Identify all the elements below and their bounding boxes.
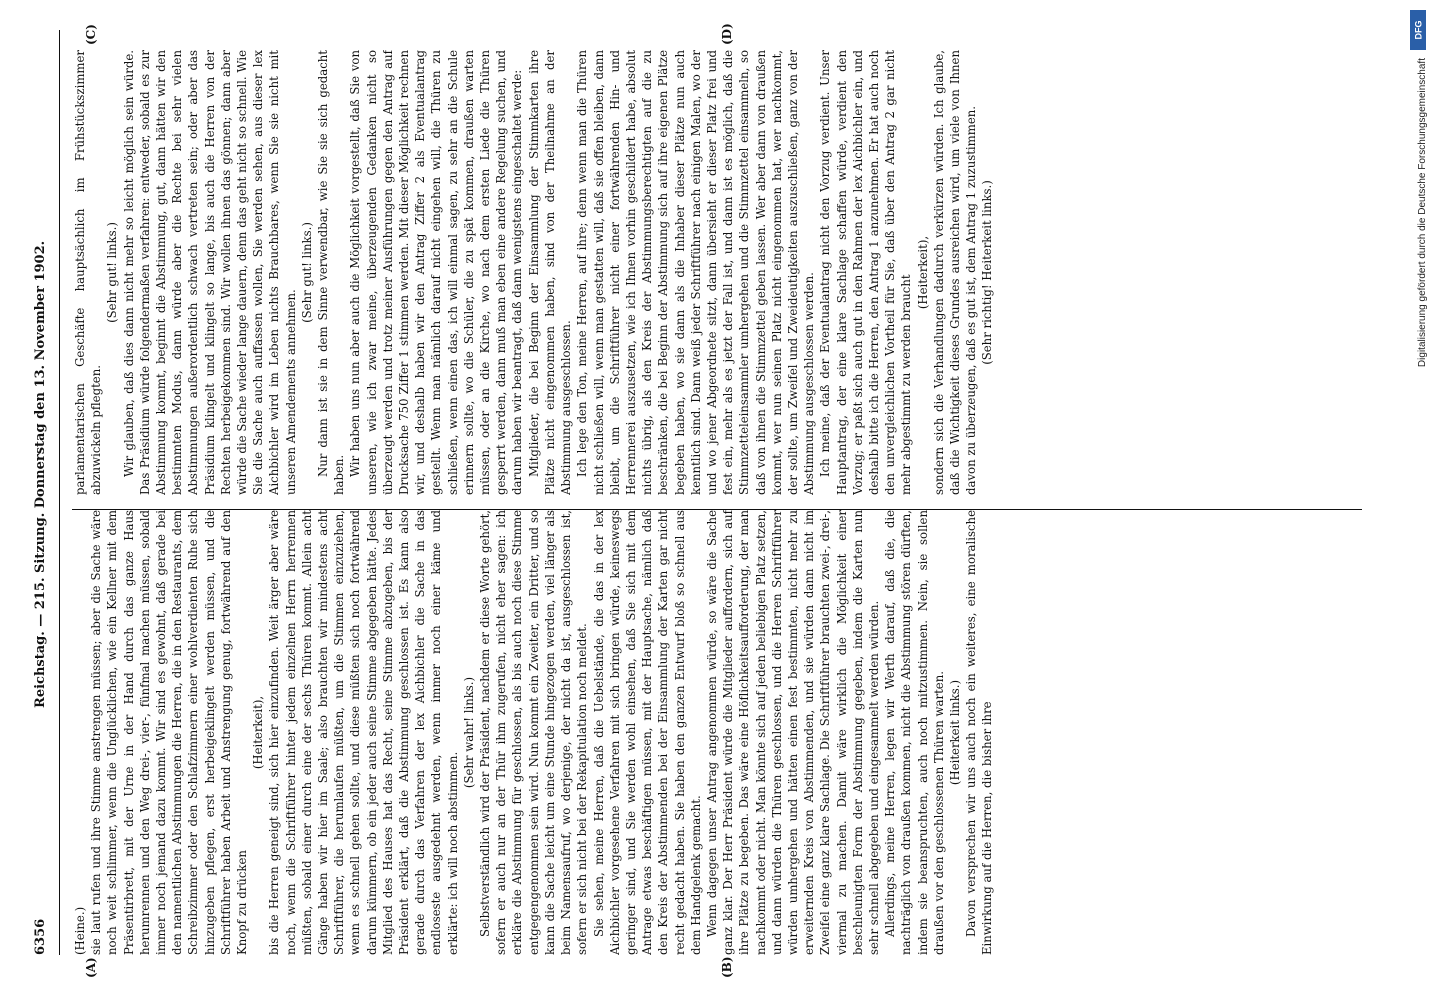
paragraph: Wir glauben, daß dies dann nicht mehr so leicht möglich sein würde. Das Präsidium würde folgendermaßen verfahren: entweder, sobald es zur Abstimmung kommt, beginnt die Abstimmung, gut, dann hätten wir den bestimmten Modus, dann würde aber die Rechte bei sehr vielen Abstimmungen außerordentlich schwach vertreten sein; oder aber das Präsidium klingelt und klingelt so lange, bis auch die Herren von der Rechten herbeigekommen sind. Wir wollen ihnen das gönnen; dann aber würde die Sache wieder lange dauern, denn das geht nicht so schnell. Wie Sie die Sache auch auffassen wollen, Sie werden sehen, aus dieser lex Aichbichler wird im Leben nichts Brauchbares, wenn Sie sie nicht mit unseren Amendements annehmen.: [121, 50, 298, 495]
interjection: (Sehr gut! links.): [299, 222, 314, 323]
interjection: (Heiterkeit),: [915, 235, 930, 310]
interjection: (Heiterkeit links.): [947, 679, 962, 786]
quoted-text: Mitglieder, die bei Beginn der Einsammlung der Stimmkarten ihre Plätze nicht eingenommen haben, sind von der Theilnahme an der Abstimmung ausgeschlossen.: [526, 50, 574, 495]
interjection: (Heiterkeit),: [251, 695, 266, 770]
interjection: (Sehr gut! links.): [105, 222, 120, 323]
speaker-name: (Heine.): [73, 906, 87, 955]
margin-mark-d: (D): [720, 23, 734, 45]
paragraph: sie laut rufen und ihre Stimme anstrengen müssen; aber die Sache wäre noch weit schlimmer, wenn die Unglücklichen, wie ein Kellner mit dem Präsentirbrett, mit der Urne in der Hand durch das ganze Haus herumrennen und den Weg drei-, vier-, fünfmal machen müssen, sobald immer noch jemand dazu kommt. Wir sind es gewohnt, daß gerade bei den namentlichen Abstimmungen die Herren, die in den Restaurants, dem Schreibzimmer oder den Schlafzimmern einer wohlverdienten Ruhe sich hinzugeben pflegen, erst herbeigeklingelt werden müssen, und die Schriftführer haben Arbeit und Anstrengung genug, fortwährend auf den Knopf zu drücken: [89, 510, 250, 955]
page-number: 6356: [33, 918, 48, 955]
page-header: [30, 30, 52, 955]
dfg-logo: DFG: [1410, 10, 1426, 50]
paragraph: Davon versprechen wir uns auch noch ein weiteres, eine moralische Einwirkung auf die Herren, die bisher ihre: [964, 510, 995, 955]
funding-credit: Digitalisierung gefördert durch die Deutsche Forschungsgemeinschaft: [1417, 58, 1428, 368]
margin-mark-b: (B): [720, 956, 734, 978]
paragraph: parlamentarischen Geschäfte hauptsächlich im Frühstückszimmer abzuwickeln pflegten.: [73, 50, 104, 495]
paragraph: Wir haben uns nun aber auch die Möglichkeit vorgestellt, daß Sie von unseren, wie ich zwar meine, überzeugenden Gedanken nicht so überzeugt werden und trotz meiner Ausführungen gegen den Antrag auf Drucksache 750 Ziffer 1 stimmen werden. Mit dieser Möglichkeit rechnen wir, und deshalb haben wir den Antrag Ziffer 2 als Eventualantrag gestellt. Wenn man nämlich darauf nicht eingehen will, die Thüren zu schließen, wenn einen das, ich will einmal sagen, zu sehr an die Schule erinnern sollte, wo die Schüler, die zu spät kommen, draußen warten müssen, oder an die Kirche, wo nach dem ersten Liede die Thüren gesperrt werden, dann muß man eben eine andere Regelung suchen, und darum haben wir beantragt, daß dann wenigstens eingeschaltet werde:: [348, 50, 525, 495]
paragraph: Wenn dagegen unser Antrag angenommen würde, so wäre die Sache ganz klar. Der Herr Präsident würde die Mitglieder auffordern, sich auf ihre Plätze zu begeben. Das wäre eine Höflichkeitsaufforderung, der man nachkommt oder nicht. Man könnte sich auf jeden beliebigen Platz setzen, und dann würden die Thüren geschlossen, und die Herren Schriftführer würden umhergehen und hätten einen fest bestimmten, nicht mehr zu erweiternden Kreis von Abstimmenden, und sie würden dann nicht im Zweifel eine ganz klare Sachlage. Die Schriftführer brauchten zwei-, drei-, viermal zu machen. Damit wäre wirklich die Möglichkeit einer beschleunigten Form der Abstimmung gegeben, indem die Karten nun sehr schnell abgegeben und eingesammelt werden würden.: [704, 510, 881, 955]
running-title: Reichstag. — 215. Sitzung. Donnerstag den 13. November 1902.: [33, 240, 48, 708]
paragraph: bis die Herren geneigt sind, sich hier einzufinden. Weit ärger aber wäre noch, wenn die Schriftführer hinter jedem einzelnen Herrn herrennen müßten, sobald einer durch eine der sechs Thüren kommt. Allein acht Gänge haben wir hier im Saale; also brauchten wir mindestens acht Schriftführer, die herumlaufen müßten, um die Stimmen einzuziehen, wenn es schnell gehen sollte, und diese müßten sich noch fortwährend darum kümmern, ob ein jeder auch seine Stimme abgegeben hätte. Jedes Mitglied des Hauses hat das Recht, seine Stimme abzugeben, bis der Präsident erklärt, daß die Abstimmung geschlossen ist. Es kann also gerade durch das Verfahren der lex Aichbichler die Sache in das endloseste ausgedehnt werden, wenn immer noch einer käme und erklärte: ich will noch abstimmen.: [267, 510, 460, 955]
margin-mark-c: (C): [84, 24, 98, 45]
paragraph: sondern sich die Verhandlungen dadurch verkürzen würden. Ich glaube, daß die Wichtigkeit dieses Grundes ausreichen wird, um viele von Ihnen davon zu überzeugen, daß es gut ist, dem Antrag 1 zuzustimmen.: [931, 50, 979, 495]
paragraph: Nur dann ist sie in dem Sinne verwendbar, wie Sie sie sich gedacht haben.: [316, 50, 347, 495]
margin-mark-a: (A): [84, 957, 98, 978]
paragraph: Selbstverständlich wird der Präsident, nachdem er diese Worte gehört, sofern er auch nur an der Thür ihm zugerufen, nicht eher sagen: ich erkläre die Abstimmung für geschlossen, als bis auch noch diese Stimme entgegengenommen sein wird. Nun kommt ein Zweiter, ein Dritter, und so kann die Sache leicht um eine Stunde hingezogen werden, viel länger als beim Namensaufruf, wo derjenige, der nicht da ist, ausgeschlossen ist, sofern er sich nicht bei der Rekapitulation noch meldet.: [478, 510, 590, 955]
right-column: [72, 50, 1372, 495]
paragraph: Ich lege den Ton, meine Herren, auf ihre; denn wenn man die Thüren nicht schließen will, wenn man gestatten will, daß sie offen bleiben, dann bleibt, um die Schriftführer nicht einer fortwährenden Hin- und Herrennerei auszusetzen, wie ich Ihnen vorhin geschildert habe, absolut nichts übrig, als den Kreis der Abstimmungsberechtigten auf die zu beschränken, die bei Beginn der Abstimmung sich auf ihre eigenen Plätze begeben haben, wo sie dann als die Inhaber dieser Plätze nun auch kenntlich sind. Dann weiß jeder Schriftführer nach einigen Malen, wo der und wo jener Abgeordnete sitzt, dann übersieht er dieser Platz frei und fest ein, mehr als es jetzt der Fall ist, und dann ist es möglich, daß die Stimmzetteleinsammler umhergehen und die Stimmzettel einsammeln, so daß von ihnen die Stimmzettel geben lassen. Wer aber dann von draußen kommt, wer nun seinen Platz nicht eingenommen hat, wer nachkommt, der sollte, um Zweifel und Zweideutigkeiten auszuschließen, ganz von der Abstimmung ausgeschlossen werden.: [575, 50, 817, 495]
interjection: (Sehr wahr! links.): [461, 676, 476, 789]
digitization-sidebar: [1408, 10, 1426, 990]
paragraph: Allerdings, meine Herren, legen wir Werth darauf, daß die, die nachträglich von draußen kommen, nicht die Abstimmung stören dürften, indem sie beanspruchten, auch noch mitzustimmen. Nein, sie sollen draußen vor den geschlossenen Thüren warten.: [883, 510, 946, 955]
interjection: (Sehr richtig! Heiterkeit links.): [980, 180, 995, 365]
paragraph: Ich meine, daß der Eventualantrag nicht den Vorzug verdient. Unser Hauptantrag, der eine klare Sachlage schaffen würde, verdient den Vorzug; er paßt sich auch gut in den Rahmen der lex Aichbichler ein, und deshalb bitte ich die Herren, den Antrag 1 anzunehmen. Er hat auch noch den unvergleichlichen Vortheil für Sie, daß über den Antrag 2 gar nicht mehr abgestimmt zu werden braucht: [818, 50, 914, 495]
left-column: [72, 510, 1372, 955]
header-rule: [59, 30, 60, 955]
paragraph: Sie sehen, meine Herren, daß die Uebelstände, die das in der lex Aichbichler vorgesehene Verfahren mit sich bringen würde, keineswegs geringer sind, und Sie werden wohl einsehen, daß Sie sich mit dem Antrage etwas beschäftigen müssen, mit der Hauptsache, nämlich daß den Kreis der Abstimmenden bei der Einsammlung der Karten gar nicht recht gedacht haben. Sie haben den ganzen Entwurf bloß so schnell aus dem Handgelenk gemacht.: [591, 510, 703, 955]
